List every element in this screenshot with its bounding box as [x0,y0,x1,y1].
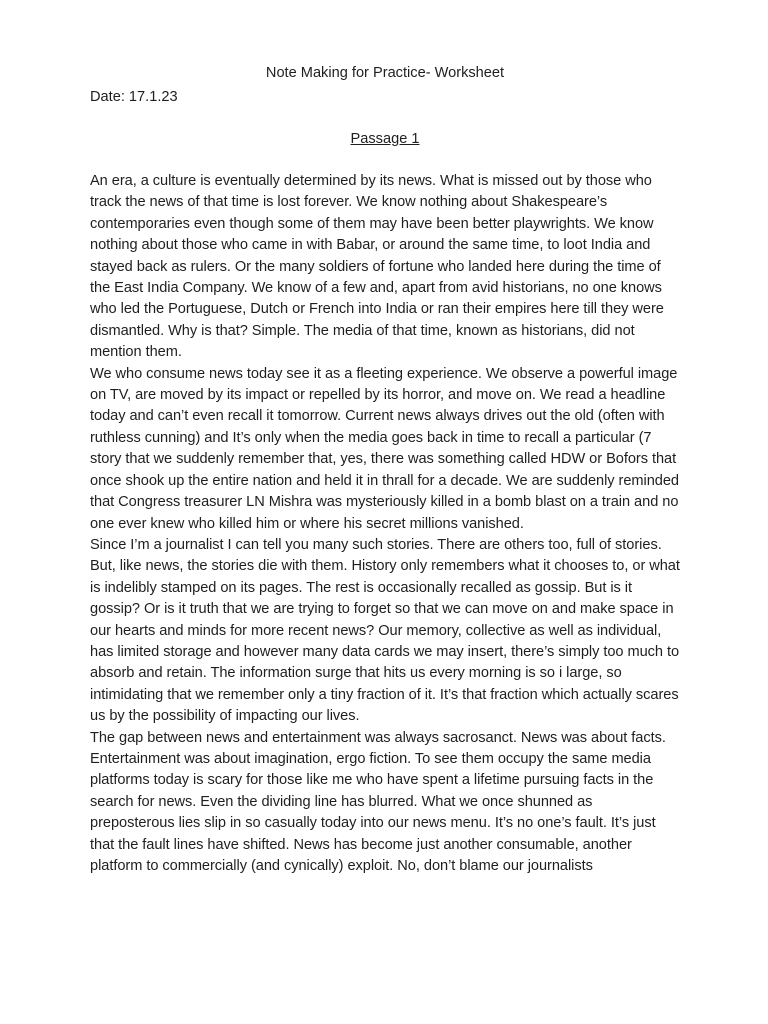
worksheet-title: Note Making for Practice- Worksheet [265,65,505,81]
worksheet-date: Date: 17.1.23 [90,89,178,105]
paragraph-1: An era, a culture is eventually determined by its news. What is missed out by those who track the news of that time is lost forever. We know nothing about Shakespeare’s contemporaries even though some of them may have been better playwrights. We know nothing about those who came in with Babar, or around the same time, to loot India and stayed back as rulers. Or the many soldiers of fortune who landed here during the time of the East India Company. We know of a few and, apart from avid historians, no one knows who led the Portuguese, Dutch or French into India or ran their empires here till they were dismantled. Why is that? Simple. The media of that time, known as historians, did not mention them. [90,173,664,361]
paragraph-4: But, like news, the stories die with them. History only remembers what it chooses to, or what is indelibly stamped on its pages. The rest is occasionally recalled as gossip. But is it gossip? Or is it truth that we are trying to forget so that we can move on and make space in our hearts and minds for more recent news? Our memory, collective as well as individual, has limited storage and however many data cards we may insert, there’s simply too much to absorb and retain. The information surge that hits us every morning is so i large, so intimidating that we remember only a tiny fraction of it. It’s that fraction which actually scares us by the possibility of impacting our lives. [90,558,680,725]
paragraph-2: We who consume news today see it as a fleeting experience. We observe a powerful image on TV, are moved by its impact or repelled by its horror, and move on. We read a headline today and can’t even recall it tomorrow. Current news always drives out the old (often with ruthless cunning) and It’s only when the media goes back in time to recall a particular (7 story that we suddenly remember that, yes, there was something called HDW or Bofors that once shook up the entire nation and held it in thrall for a decade. We are suddenly reminded that Congress treasurer LN Mishra was mysteriously killed in a bomb blast on a train and no one ever knew who killed him or where his secret millions vanished. [90,365,679,532]
passage-body [90,171,680,877]
document-page [90,62,680,877]
paragraph-5: The gap between news and entertainment was always sacrosanct. News was about facts. Entertainment was about imagination, ergo fiction. To see them occupy the same media platforms today is scary for those like me who have spent a lifetime pursuing facts in the search for news. Even the dividing line has blurred. What we once shunned as preposterous lies slip in so casually today into our news menu. It’s no one’s fault. It’s just that the fault lines have shifted. News has become just another consumable, another platform to commercially (and cynically) exploit. No, don’t blame our journalists [90,729,666,874]
paragraph-3: Since I’m a journalist I can tell you many such stories. There are others too, full of stories. [90,536,662,553]
passage-heading: Passage 1 [350,131,420,147]
